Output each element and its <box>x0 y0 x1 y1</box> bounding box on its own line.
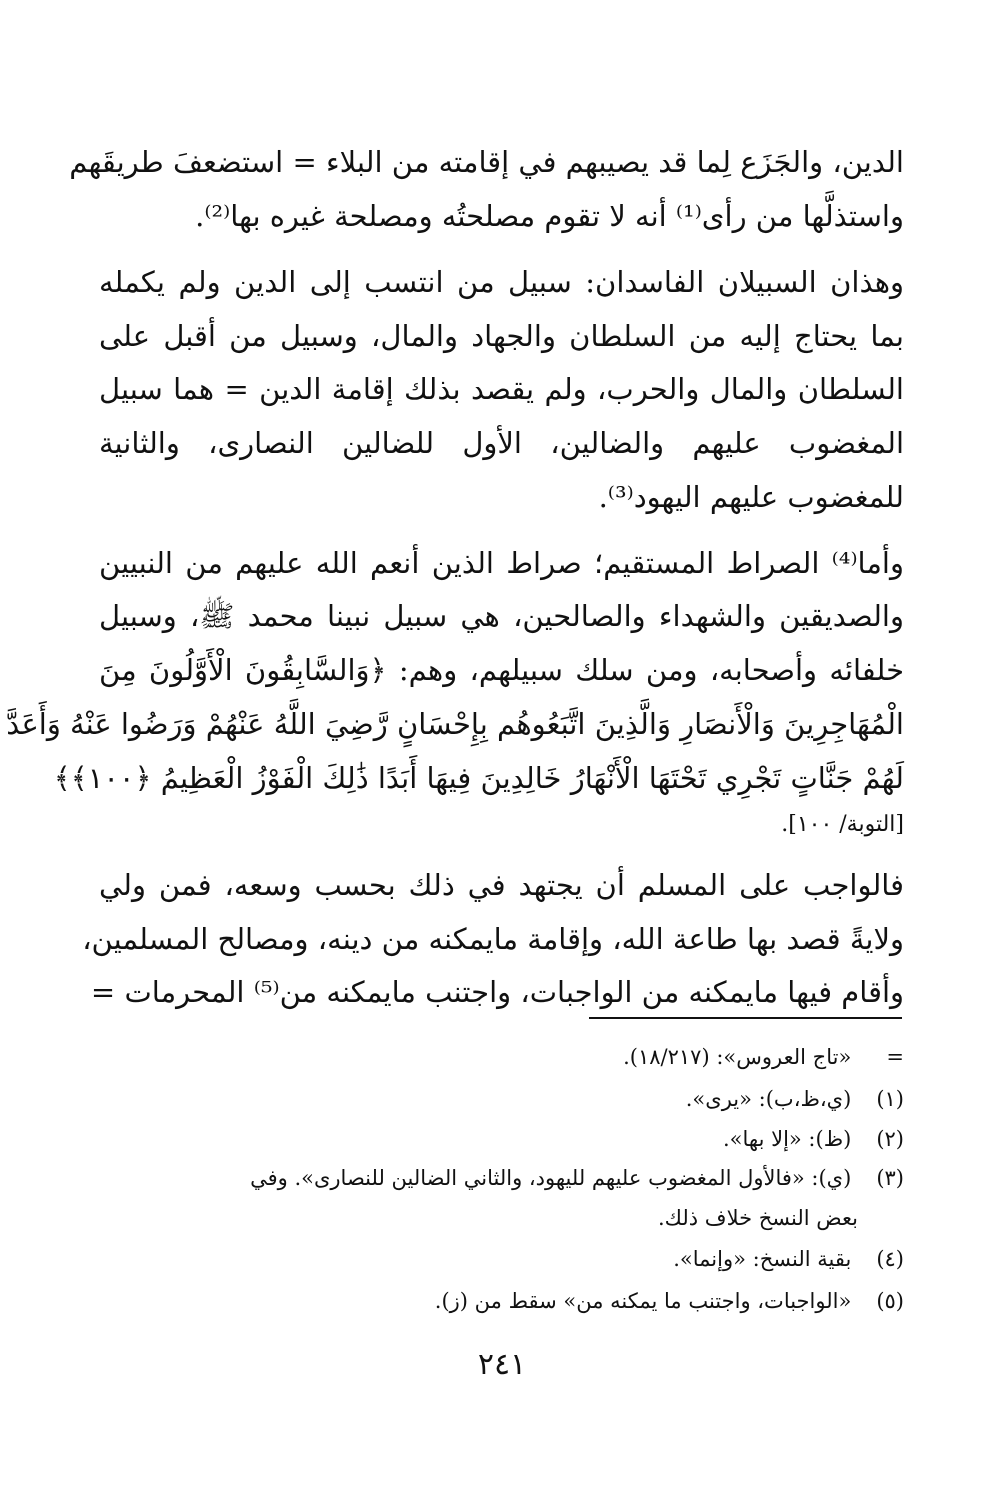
footnote-continuation-marker: = <box>886 1045 904 1069</box>
body-line: وهذان السبيلان الفاسدان: سبيل من انتسب إلى الدين ولم يكمله <box>99 265 904 299</box>
footnote-item <box>435 1286 904 1316</box>
footnote-item <box>673 1244 904 1274</box>
footnote-item <box>686 1084 904 1114</box>
footnote-continuation <box>623 1042 904 1072</box>
body-line: ولايةً قصد بها طاعة الله، وإقامة مايمكنه من دينه، ومصالح المسلمين، <box>82 922 904 956</box>
footnote-number: (٢) <box>876 1127 904 1151</box>
body-line: بما يحتاج إليه من السلطان والجهاد والمال، وسبيل من أقبل على <box>99 319 904 353</box>
body-line: الدين، والجَزَع لِما قد يصيبهم في إقامته من البلاء = استضعفَ طريقَهم <box>69 145 904 179</box>
page-number: ٢٤١ <box>477 1347 527 1382</box>
footnote-text: (ظ): «إلا بها». <box>722 1127 852 1151</box>
body-line: للمغضوب عليهم اليهود⁽³⁾. <box>598 480 904 514</box>
quran-verse-line: الْمُهَاجِرِينَ وَالْأَنصَارِ وَالَّذِينَ اتَّبَعُوهُم بِإِحْسَانٍ رَّضِيَ اللَّهُ عَنْهُمْ وَرَضُوا عَنْهُ وَأَعَدَّ <box>6 707 904 741</box>
body-line: والصديقين والشهداء والصالحين، هي سبيل نبينا محمد ﷺ، وسبيل <box>99 599 904 633</box>
body-line: وأقام فيها مايمكنه من الواجبات، واجتنب مايمكنه من⁽⁵⁾ المحرمات = <box>90 975 904 1009</box>
footnote-number: (١) <box>876 1087 904 1111</box>
footnote-number: (٤) <box>876 1247 904 1271</box>
footnote-number: (٣) <box>876 1166 904 1190</box>
body-line: وأما⁽⁴⁾ الصراط المستقيم؛ صراط الذين أنعم الله عليهم من النبيين <box>99 546 904 580</box>
footnote-item <box>250 1163 904 1193</box>
footnote-number: (٥) <box>876 1289 904 1313</box>
quran-verse-line: لَهُمْ جَنَّاتٍ تَجْرِي تَحْتَهَا الْأَنْهَارُ خَالِدِينَ فِيهَا أَبَدًا ذَٰلِكَ الْفَوْزُ الْعَظِيمُ ﴿١٠٠﴾﴾ <box>53 761 904 795</box>
footnote-text-continuation: بعض النسخ خلاف ذلك. <box>658 1206 858 1230</box>
body-line: المغضوب عليهم والضالين، الأول للضالين النصارى، والثانية <box>99 426 904 460</box>
footnote-text: بقية النسخ: «وإنما». <box>673 1247 852 1271</box>
footnote-text: «تاج العروس»: (١٨/٢١٧). <box>623 1045 852 1069</box>
footnote-separator <box>589 1017 902 1019</box>
footnote-text: «الواجبات، واجتنب ما يمكنه من» سقط من (ز). <box>434 1289 852 1313</box>
body-line: خلفائه وأصحابه، ومن سلك سبيلهم، وهم: ﴿وَالسَّابِقُونَ الْأَوَّلُونَ مِنَ <box>99 653 904 687</box>
footnote-item <box>723 1124 904 1154</box>
footnote-text: (ي): «فالأول المغضوب عليهم لليهود، والثاني الضالين للنصارى». وفي <box>250 1166 852 1190</box>
footnote-text: (ي،ظ،ب): «يرى». <box>685 1087 852 1111</box>
body-line: فالواجب على المسلم أن يجتهد في ذلك بحسب وسعه، فمن ولي <box>99 868 904 902</box>
body-line: السلطان والمال والحرب، ولم يقصد بذلك إقامة الدين = هما سبيل <box>99 372 904 406</box>
verse-citation: [التوبة/ ١٠٠]. <box>781 812 904 837</box>
body-line: واستذلَّها من رأى⁽¹⁾ أنه لا تقوم مصلحتُه ومصلحة غيره بها⁽²⁾. <box>195 199 904 233</box>
